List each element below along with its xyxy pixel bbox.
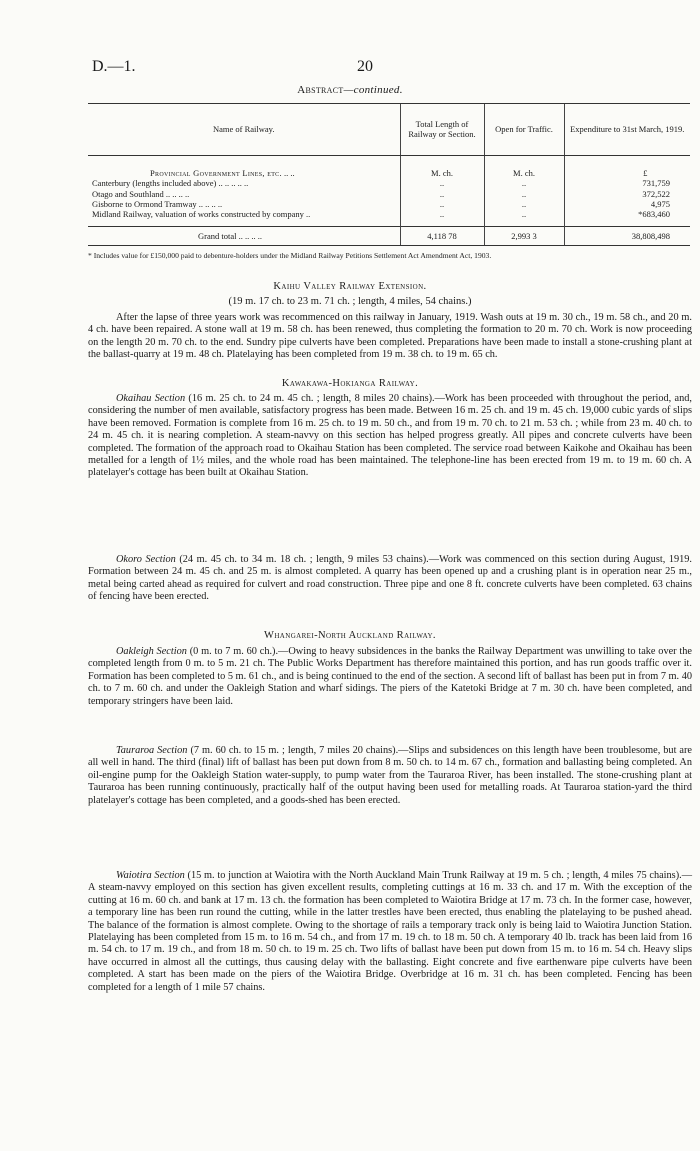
- abstract-title: [0, 84, 700, 96]
- tauraroa-label: Tauraroa Section: [116, 745, 188, 756]
- page-number: 20: [357, 58, 373, 75]
- row-length: ..: [400, 178, 484, 188]
- row-expenditure: 4,975: [564, 199, 690, 209]
- kawakawa-title: Kawakawa-Hokianga Railway.: [281, 378, 419, 389]
- row-name: Midland Railway, valuation of works constructed by company ..: [92, 209, 311, 220]
- kaihu-title: Kaihu Valley Railway Extension.: [273, 281, 427, 292]
- grand-total-length: 4,118 78: [400, 226, 484, 245]
- okoro-label: Okoro Section: [116, 554, 176, 565]
- row-length: ..: [400, 189, 484, 199]
- grand-total-label: Grand total: [198, 230, 237, 241]
- abstract-footnote: * Includes value for £150,000 paid to debenture-holders under the Midland Railway Petitions Settlement Act Amendment Act, 1903.: [88, 251, 492, 260]
- document-reference: D.—1.: [92, 58, 136, 75]
- waiotira-label: Waiotira Section: [116, 870, 185, 881]
- col-header-expenditure: Expenditure to 31st March, 1919.: [564, 104, 690, 156]
- table-row: Gisborne to Ormond Tramway .. .. .. .. .. .. 4,975: [88, 199, 690, 209]
- group-heading: Provincial Government Lines, etc.: [150, 168, 282, 178]
- row-length: ..: [400, 199, 484, 209]
- whangarei-title: Whangarei-North Auckland Railway.: [264, 630, 436, 641]
- col-header-open: Open for Traffic.: [484, 104, 564, 156]
- group-heading-row: Provincial Government Lines, etc. .. .. M. ch. M. ch. £: [88, 168, 690, 178]
- row-name: Canterbury (lengths included above) ..: [92, 178, 223, 189]
- okoro-paragraph: Okoro Section (24 m. 45 ch. to 34 m. 18 ch. ; length, 9 miles 53 chains).—Work was commenced on this section during August, 1919. Formation between 24 m. 45 ch. and 25 m. is almost completed. A quarry has been opened up and a crushing plant is in operation near 25 m., metal being carted ahead as required for culvert and road construction. Three pipe and one 8 ft. concrete culverts have been completed. 63 chains of fencing have been erected.: [88, 554, 692, 603]
- row-name: Gisborne to Ormond Tramway: [92, 199, 197, 210]
- oakleigh-label: Oakleigh Section: [116, 646, 187, 657]
- table-row: Canterbury (lengths included above) .. .. .. .. .. .. .. 731,759: [88, 178, 690, 188]
- grand-total-expenditure: 38,808,498: [564, 226, 690, 245]
- okaihau-paragraph: Okaihau Section (16 m. 25 ch. to 24 m. 45 ch. ; length, 8 miles 20 chains).—Work has been proceeded with throughout the period, and, considering the number of men available, satisfactory progress has been made. Between 16 m. 25 ch. and 19 m. 45 ch. 19,000 cubic yards of slips have been removed. Formation is complete from 16 m. 25 ch. to 19 m. 50 ch., and from 19 m. 70 ch. to 21 m. 53 ch. ; while from 23 m. 40 ch. to 24 m. 45 ch. it is nearing completion. A steam-navvy on this section has helped progress greatly. All pipes and concrete culverts have been completed. The formation of the approach road to Okaihau Station has been completed. The service road between Kaikohe and Okaihau has been metalled for a length of 1½ miles, and the whole road has been maintained. The telephone-line has been erected from 19 m. to 19 m. 60 ch. A platelayer's cottage has been built at Okaihau Station.: [88, 393, 693, 479]
- unit-length: M. ch.: [400, 168, 484, 178]
- table-row: [88, 209, 690, 219]
- row-expenditure: 731,759: [564, 178, 690, 188]
- row-open: ..: [484, 209, 564, 219]
- tauraroa-paragraph: Tauraroa Section (7 m. 60 ch. to 15 m. ; length, 7 miles 20 chains).—Slips and subsidences on this length have been troublesome, but are all well in hand. The third (final) lift of ballast has been put down from 8 m. 50 ch. to 14 m. 67 ch., formation and ballasting being completed. An oil-engine pump for the Oakleigh Station water-supply, to pump water from the Tauraroa River, has been installed. The stone-crushing plant at Tauraroa has been running continuously, practically half of the output having been used for metalling roads. At Tauraroa station-yard the third platelayer's cottage has been completed, and a goods-shed has been erected.: [88, 745, 692, 806]
- row-open: ..: [484, 199, 564, 209]
- abstract-title-prefix: Abstract: [297, 84, 344, 96]
- col-header-length: Total Length of Railway or Section.: [400, 104, 484, 156]
- grand-total-row: Grand total .. .. .. .. 4,118 78 2,993 3 38,808,498: [88, 226, 690, 245]
- unit-open: M. ch.: [484, 168, 564, 178]
- row-length: ..: [400, 209, 484, 219]
- row-open: ..: [484, 178, 564, 188]
- col-header-name: Name of Railway.: [88, 104, 400, 156]
- kaihu-paragraph: After the lapse of three years work was recommenced on this railway in January, 1919. Wash outs at 19 m. 30 ch., 19 m. 58 ch., and 20 m. 4 ch. have been repaired. A stone wall at 19 m. 58 ch. has been renewed, thus completing the formation to 20 m. 70 ch. Work is now proceeding on the length 20 m. 70 ch. to the end. Sundry pipe culverts have been completed. Preparations have been made to install a stone-crushing plant at the ballast-quarry at 19 m. 48 ch. Platelaying has been completed from 19 m. 38 ch. to 19 m. 65 ch.: [88, 312, 692, 361]
- grand-total-open: 2,993 3: [484, 226, 564, 245]
- abstract-table: [88, 103, 690, 246]
- unit-expenditure: £: [564, 168, 690, 178]
- kaihu-subtitle: (19 m. 17 ch. to 23 m. 71 ch. ; length, 4 miles, 54 chains.): [228, 296, 472, 307]
- row-name: Otago and Southland: [92, 188, 164, 199]
- waiotira-paragraph: Waiotira Section (15 m. to junction at Waiotira with the North Auckland Main Trunk Railway at 19 m. 5 ch. ; length, 4 miles 75 chains).—A steam-navvy employed on this section has given excellent results, completing cuttings at 16 m. 33 ch. and 17 m. With the exception of the cutting at 16 m. 60 ch. and bank at 17 m. 13 ch. the formation has been completed to Waiotira Bridge at 17 m. 73 ch. In the former case, however, a temporary line has been run round the cutting, while in the latter trestles have been erected, thus enabling the platelaying to be pushed ahead. The balance of the formation is almost complete. Owing to the shortage of rails a temporary track only is being laid to Waiotira Junction Station. Platelaying has been completed from 15 m. to 16 m. 54 ch., and from 17 m. 19 ch. to 18 m. 50 ch. A temporary 40 lb. track has been laid from 16 m. 54 ch. to 17 m. 19 ch., and from 18 m. 50 ch. to 19 m. 25 ch. Two lifts of ballast have been put down from 15 m. to 16 m. 54 ch. Heavy slips have occurred in almost all the cuttings, thus causing delay with the ballasting. Eight concrete and five earthenware pipe culverts have been completed. A start has been made on the piers of the Waiotira Bridge. Overbridge at 16 m. 31 ch. has been completed. Fencing has been completed for a length of 1 mile 57 chains.: [88, 870, 692, 993]
- oakleigh-paragraph: Oakleigh Section (0 m. to 7 m. 60 ch.).—Owing to heavy subsidences in the banks the Railway Department was unwilling to take over the completed length from 0 m. to 5 m. 21 ch. The Public Works Department has therefore maintained this portion, and has run goods traffic over it. Formation has been completed to 5 m. 61 ch., and is being continued to the end of the section. A second lift of ballast has been put in from 7 m. 40 ch. to 7 m. 60 ch. and under the Oakleigh Station and wharf sidings. The piers of the Katetoki Bridge at 7 m. 30 ch. have been completed, and temporary stringers have been laid.: [88, 646, 692, 707]
- abstract-title-suffix: —continued.: [343, 84, 403, 96]
- table-row: Otago and Southland .. .. .. .. .. .. 372,522: [88, 189, 690, 199]
- row-open: ..: [484, 189, 564, 199]
- row-expenditure: 372,522: [564, 189, 690, 199]
- row-expenditure: *683,460: [564, 209, 690, 219]
- okaihau-label: Okaihau Section: [116, 393, 186, 404]
